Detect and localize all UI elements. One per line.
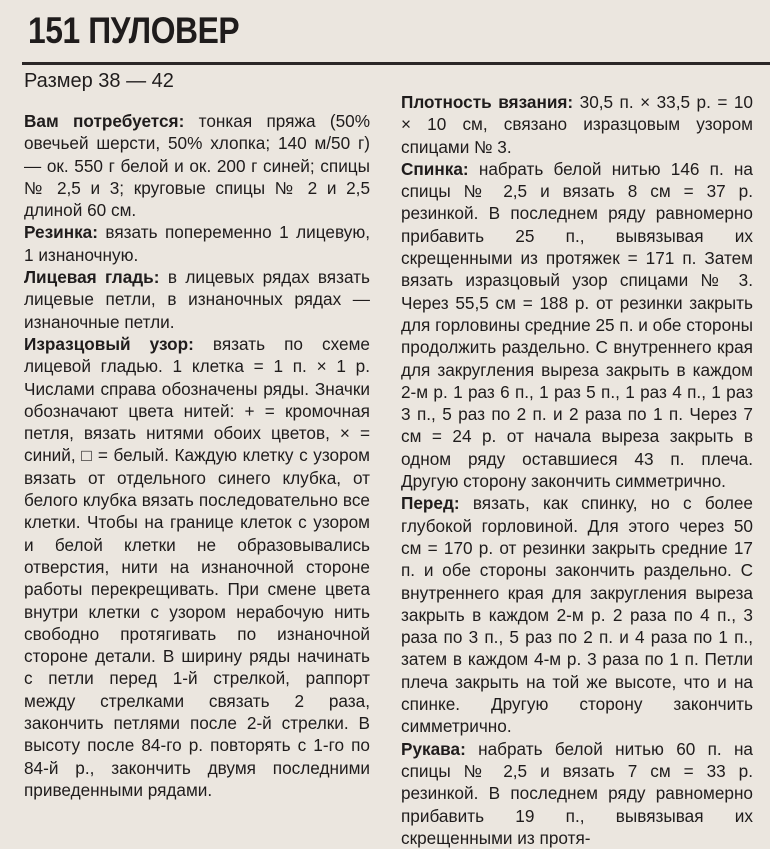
section-label: Изразцовый узор: [24, 333, 194, 354]
front-paragraph [401, 492, 753, 737]
section-label: Лицевая гладь: [24, 267, 160, 288]
section-text: вязать, как спинку, но с более глубокой горловиной. Для этого через 50 см = 170 р. от резинки закрыть средние 17 п. и обе стороны закончить раздельно. С внутреннего края для закругления выреза закрыть в каждом 2-м р. 2 раза по 4 п., 3 раза по 3 п., 5 раз по 2 п. и 4 раза по 1 п., затем в каждом 4-м р. 3 раза по 1 п. Петли плеча закрыть на той же высоте, что и на спинке. Другую сторону закончить симметрично. [401, 493, 753, 737]
section-label: Плотность вязания: [401, 92, 574, 112]
section-text: вязать по схеме лицевой гладью. 1 клетка = 1 п. × 1 р. Числами справа обозначены ряды. Значки обозначают цвета нитей: + = кромочная петля, вязать нитями обоих цветов, × = синий, □ = белый. Каждую клетку с узором вязать от отдельного синего клубка, от белого клубка вязать последовательно все клетки. Чтобы на границе клеток с узором и белой клетки не образовывались отверстия, нити на изнаночной стороне работы перекрещивать. При смене цвета внутри клетки с узором нерабочую нить свободно протягивать по изнаночной стороне детали. В ширину ряды начинать с петли перед 1-й стрелкой, раппорт между стрелками связать 2 раза, закончить петлями после 2-й стрелки. В высоту после 84-го р. повторять с 1-го по 84-й р., закончить двумя последними приведенными рядами. [24, 333, 370, 800]
back-paragraph [401, 158, 753, 492]
stockinette-paragraph [24, 266, 370, 333]
sleeves-paragraph [401, 738, 753, 849]
section-text: набрать белой нитью 60 п. на спицы № 2,5 и вязать 7 см = 33 р. резинкой. В последнем ряду равномерно прибавить 19 п., вывязывая их скрещенными из протя- [401, 738, 753, 848]
section-text: набрать белой нитью 146 п. на спицы № 2,5 и вязать 8 см = 37 р. резинкой. В последнем ряду равномерно прибавить 25 п., вывязывая их скрещенными из протяжек = 171 п. Затем вязать изразцовый узор спицами № 3. Через 55,5 см = 188 р. от резинки закрыть для горловины средние 25 п. и обе стороны продолжить раздельно. С внутреннего края для закругления выреза закрыть в каждом 2-м р. 1 раз 6 п., 1 раз 5 п., 1 раз 4 п., 1 раз 3 п., 5 раз по 2 п. и 2 раза по 1 п. Через 7 см = 24 р. от начала выреза закрыть в одном ряду оставшиеся 43 п. плеча. Другую сторону закончить симметрично. [401, 158, 753, 492]
section-label: Перед: [401, 493, 460, 514]
section-label: Вам потребуется: [24, 111, 185, 131]
materials-paragraph [24, 110, 370, 221]
section-label: Спинка: [401, 158, 469, 179]
rib-paragraph [24, 221, 370, 266]
title-divider [22, 62, 770, 65]
section-text: вязать попеременно 1 лицевую, 1 изнаночную. [24, 222, 370, 265]
page-title: 151 ПУЛОВЕР [28, 10, 240, 51]
right-column [401, 91, 753, 849]
section-text: в лицевых рядах вязать лицевые петли, в изнаночных рядах — изнаночные петли. [24, 267, 370, 332]
gauge-paragraph [401, 91, 753, 158]
section-label: Резинка: [24, 222, 98, 243]
size-line: Размер 38 — 42 [24, 70, 174, 92]
section-text: 30,5 п. × 33,5 р. = 10 × 10 см, связано изразцовым узором спицами № 3. [401, 92, 753, 157]
left-column [24, 110, 370, 801]
section-text: тонкая пряжа (50% овечьей шерсти, 50% хлопка; 140 м/50 г) — ок. 550 г белой и ок. 200 г синей; спицы № 2,5 и 3; круговые спицы № 2 и 2,5 длиной 60 см. [24, 111, 370, 221]
tile-pattern-paragraph [24, 333, 370, 801]
section-label: Рукава: [401, 738, 466, 759]
